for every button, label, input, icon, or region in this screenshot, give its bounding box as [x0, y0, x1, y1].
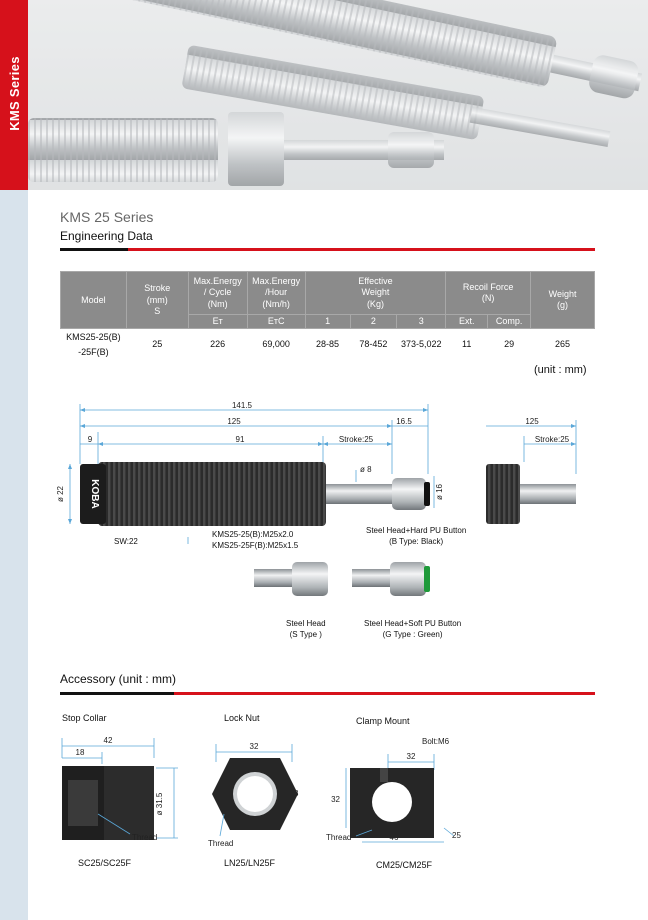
header-energy-cycle-symbol: Eᴛ: [188, 315, 247, 329]
clamp-bolt-label: Bolt:M6: [422, 737, 450, 746]
cell-model-1: KMS25-25(B): [66, 332, 121, 342]
header-energy-hour-symbol: EᴛC: [247, 315, 305, 329]
cell-weight: 265: [555, 339, 571, 349]
header-stroke: Stroke (mm) S: [126, 272, 188, 329]
steel-head: [392, 478, 426, 510]
engineering-data-table: [60, 271, 595, 359]
clamp-dim-32-side: 32: [331, 795, 340, 804]
dim-141-5: 141.5: [231, 401, 253, 410]
stop-collar-bore: [68, 780, 98, 826]
dim-phi22: ø 22: [56, 485, 65, 503]
s-type-label: Steel Head (S Type ): [286, 619, 326, 639]
series-title: KMS 25 Series: [60, 209, 154, 225]
side-view-body: [486, 464, 520, 524]
g-type-head: [390, 562, 426, 596]
header-effective-3: 3: [397, 315, 446, 329]
stop-collar-dim-31-5: ø 31.5: [155, 792, 164, 816]
header-recoil-ext: Ext.: [446, 315, 488, 329]
lock-nut-code: LN25/LN25F: [224, 858, 276, 868]
piston-rod: [326, 484, 392, 504]
title-rule-black: [60, 248, 128, 251]
stop-collar-title: Stop Collar: [62, 713, 107, 723]
header-model: Model: [61, 272, 127, 329]
clamp-dim-32-top: 32: [406, 752, 416, 761]
s-type-head: [292, 562, 328, 596]
dim-9: 9: [87, 435, 93, 444]
header-energy-cycle: Max.Energy / Cycle (Nm): [188, 272, 247, 315]
cell-recoil-comp: 29: [504, 339, 515, 349]
header-effective-2: 2: [350, 315, 397, 329]
cell-effective-2: 78-452: [359, 339, 388, 349]
lock-nut-thread-label: Thread: [208, 839, 234, 848]
dim-125: 125: [227, 417, 241, 426]
product-photo: [28, 0, 648, 190]
accessory-drawings: [50, 728, 470, 858]
g-type-rod: [352, 569, 394, 587]
header-weight: Weight (g): [531, 272, 595, 329]
header-recoil-comp: Comp.: [488, 315, 531, 329]
header-recoil-force: Recoil Force (N): [446, 272, 531, 315]
lock-nut-bore-inner: [237, 776, 273, 812]
thread-spec: [212, 530, 298, 552]
dimension-drawing: [48, 392, 608, 657]
side-view-rod: [520, 484, 576, 504]
pu-button-green: [424, 566, 430, 592]
dim-side-125: 125: [525, 417, 539, 426]
unit-note: (unit : mm): [534, 364, 587, 376]
sidebar-panel: [0, 190, 28, 920]
accessory-rule-black: [60, 692, 174, 695]
cell-energy-cycle: 226: [210, 339, 226, 349]
g-type-label: Steel Head+Soft PU Button (G Type : Green): [364, 619, 462, 639]
stop-collar-dim-42: 42: [103, 736, 113, 745]
title-rule-red: [128, 248, 595, 251]
thread-spec-25f: KMS25-25F(B):M25x1.5: [212, 540, 299, 550]
stop-collar-body: [104, 766, 154, 840]
dim-91: 91: [235, 435, 245, 444]
dim-side-stroke: Stroke:25: [534, 435, 570, 444]
pu-button-black: [424, 482, 430, 506]
clamp-mount-bore: [372, 782, 412, 822]
lock-nut-dim-32: 32: [249, 742, 259, 751]
lock-nut-thread-leader: [220, 814, 224, 836]
header-effective-weight: Effective Weight (Kg): [305, 272, 446, 315]
clamp-mount-code: CM25/CM25F: [376, 860, 433, 870]
header-energy-hour: Max.Energy /Hour (Nm/h): [247, 272, 305, 315]
stop-collar-dim-18: 18: [75, 748, 85, 757]
cell-stroke: 25: [152, 339, 163, 349]
dim-16-5: 16.5: [396, 417, 412, 426]
clamp-thread-label: Thread: [326, 833, 352, 842]
sidebar-series-label: KMS Series: [6, 55, 22, 131]
clamp-dim-25: 25: [452, 831, 461, 840]
cell-effective-1: 28-85: [316, 339, 340, 349]
dim-phi8: ø 8: [360, 465, 372, 474]
sw-label: SW:22: [114, 537, 138, 546]
accessory-rule-red: [174, 692, 595, 695]
clamp-mount-title: Clamp Mount: [356, 716, 410, 726]
stop-collar-code: SC25/SC25F: [78, 858, 132, 868]
cell-effective-3: 373-5,022: [401, 339, 442, 349]
dim-stroke: Stroke:25: [338, 435, 374, 444]
cell-energy-hour: 69,000: [262, 339, 290, 349]
s-type-rod: [254, 569, 296, 587]
absorber-body: [98, 462, 326, 526]
accessory-title: Accessory (unit : mm): [60, 672, 177, 686]
thread-spec-25: KMS25-25(B):M25x2.0: [212, 530, 294, 539]
cell-model-2: -25F(B): [78, 346, 109, 357]
header-effective-1: 1: [305, 315, 350, 329]
lock-nut-title: Lock Nut: [224, 713, 260, 723]
table-row: [61, 329, 595, 345]
stop-collar-thread-label: Thread: [132, 833, 158, 842]
section-title: Engineering Data: [60, 229, 153, 243]
cell-recoil-ext: 11: [462, 339, 472, 349]
clamp-mount-slot: [380, 768, 388, 782]
dim-phi16: ø 16: [435, 483, 444, 501]
brand-mark: KOBA: [89, 479, 100, 509]
b-type-label: Steel Head+Hard PU Button (B Type: Black): [366, 526, 467, 546]
